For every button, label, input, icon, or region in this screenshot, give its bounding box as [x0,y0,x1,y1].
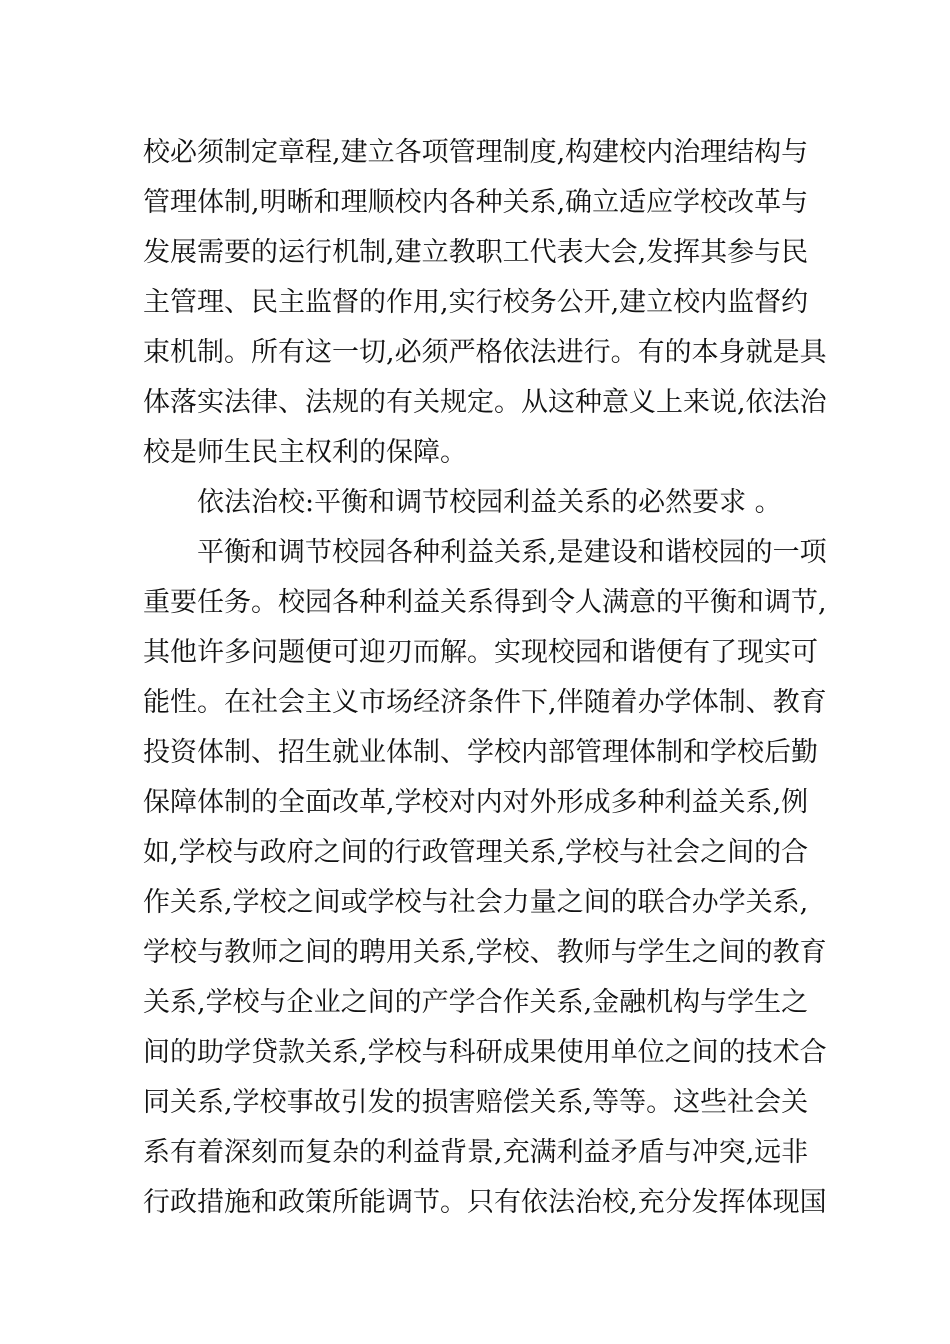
paragraph-2-line: 同关系,学校事故引发的损害赔偿关系,等等。这些社会关 [143,1087,809,1118]
paragraph-2-line: 作关系,学校之间或学校与社会力量之间的联合办学关系, [143,887,809,918]
paragraph-2-line: 行政措施和政策所能调节。只有依法治校,充分发挥体现国 [143,1187,827,1218]
paragraph-2-line: 其他许多问题便可迎刃而解。实现校园和谐便有了现实可 [143,637,818,668]
paragraph-2-line: 间的助学贷款关系,学校与科研成果使用单位之间的技术合 [143,1037,827,1068]
paragraph-1-line: 校必须制定章程,建立各项管理制度,构建校内治理结构与 [143,137,809,168]
paragraph-2-line: 如,学校与政府之间的行政管理关系,学校与社会之间的合 [143,837,809,868]
section-heading: 依法治校:平衡和调节校园利益关系的必然要求 。 [197,487,782,518]
paragraph-2-line: 能性。在社会主义市场经济条件下,伴随着办学体制、教育 [143,687,827,718]
paragraph-1-line: 束机制。所有这一切,必须严格依法进行。有的本身就是具 [143,337,827,368]
paragraph-2-line: 关系,学校与企业之间的产学合作关系,金融机构与学生之 [143,987,809,1018]
paragraph-1-line: 发展需要的运行机制,建立教职工代表大会,发挥其参与民 [143,237,809,268]
paragraph-2-line: 系有着深刻而复杂的利益背景,充满利益矛盾与冲突,远非 [143,1137,809,1168]
paragraph-2-line: 保障体制的全面改革,学校对内对外形成多种利益关系,例 [143,787,809,818]
paragraph-2-line: 平衡和调节校园各种利益关系,是建设和谐校园的一项 [197,537,827,568]
paragraph-2-line: 投资体制、招生就业体制、学校内部管理体制和学校后勤 [143,737,818,768]
paragraph-1-line: 主管理、民主监督的作用,实行校务公开,建立校内监督约 [143,287,809,318]
paragraph-2-line: 重要任务。校园各种利益关系得到令人满意的平衡和调节, [143,587,827,618]
paragraph-1-line: 体落实法律、法规的有关规定。从这种意义上来说,依法治 [143,387,827,418]
paragraph-1-line: 管理体制,明晰和理顺校内各种关系,确立适应学校改革与 [143,187,809,218]
paragraph-1-line: 校是师生民主权利的保障。 [143,437,467,468]
paragraph-2-line: 学校与教师之间的聘用关系,学校、教师与学生之间的教育 [143,937,827,968]
